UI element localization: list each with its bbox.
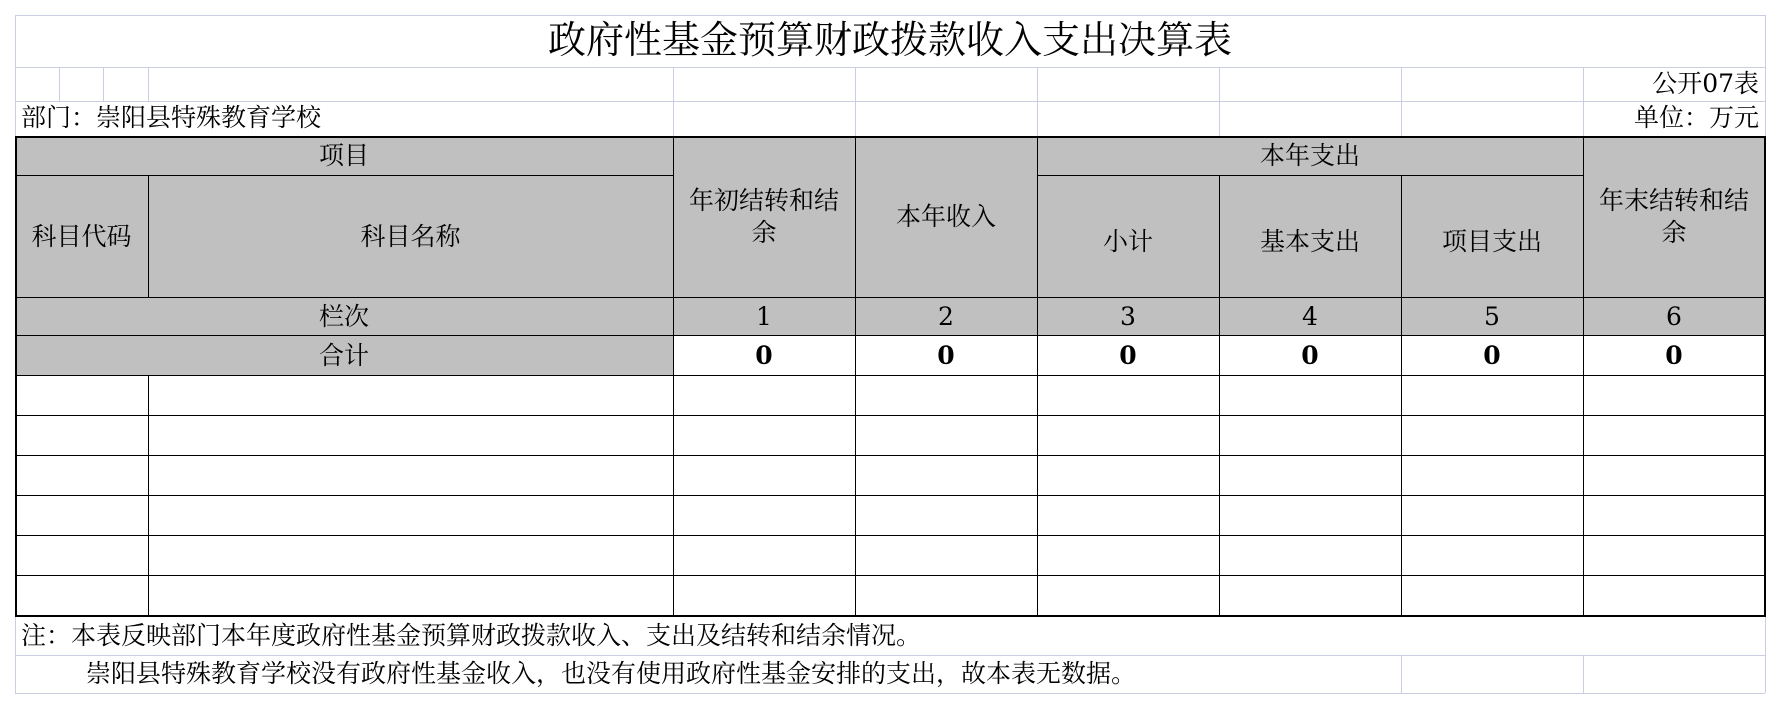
form-code: 公开07表 bbox=[1652, 68, 1759, 98]
total-value: 0 bbox=[755, 340, 773, 370]
table-border bbox=[148, 376, 149, 616]
table-border bbox=[1219, 176, 1220, 617]
table-border bbox=[15, 455, 1766, 456]
table-border bbox=[148, 176, 149, 298]
table-border bbox=[15, 575, 1766, 576]
table-border bbox=[1401, 176, 1402, 617]
header-carryover-begin: 年初结转和结余 bbox=[673, 136, 855, 298]
table-border bbox=[15, 535, 1766, 536]
gridline bbox=[1037, 67, 1038, 136]
note-line-1: 注：本表反映部门本年度政府性基金预算财政拨款收入、支出及结转和结余情况。 bbox=[21, 620, 922, 650]
gridline bbox=[103, 67, 104, 101]
table-border bbox=[855, 136, 856, 617]
column-number: 3 bbox=[1037, 298, 1219, 336]
gridline bbox=[1401, 67, 1402, 136]
total-value: 0 bbox=[1665, 340, 1683, 370]
gridline bbox=[1583, 655, 1584, 693]
table-border bbox=[15, 136, 17, 617]
header-basic-expenditure: 基本支出 bbox=[1219, 176, 1401, 298]
column-number: 2 bbox=[855, 298, 1037, 336]
column-number: 4 bbox=[1219, 298, 1401, 336]
gridline bbox=[15, 67, 1765, 68]
gridline bbox=[148, 67, 149, 101]
header-subject-name: 科目名称 bbox=[148, 176, 673, 298]
table-border bbox=[1764, 136, 1766, 617]
table-border bbox=[15, 375, 1766, 376]
gridline bbox=[855, 67, 856, 136]
total-value: 0 bbox=[1483, 340, 1501, 370]
gridline bbox=[15, 693, 1765, 694]
header-income: 本年收入 bbox=[855, 136, 1037, 298]
column-number: 5 bbox=[1401, 298, 1583, 336]
table-border bbox=[15, 415, 1766, 416]
header-item: 项目 bbox=[15, 136, 673, 176]
header-expenditure: 本年支出 bbox=[1037, 136, 1583, 176]
table-border bbox=[1037, 175, 1583, 176]
department-label: 部门：崇阳县特殊教育学校 bbox=[21, 103, 322, 133]
gridline bbox=[59, 67, 60, 101]
header-carryover-end: 年末结转和结余 bbox=[1583, 136, 1765, 298]
total-value: 0 bbox=[1119, 340, 1137, 370]
table-border bbox=[15, 495, 1766, 496]
gridline bbox=[1401, 655, 1402, 693]
column-number: 6 bbox=[1583, 298, 1765, 336]
table-border bbox=[673, 136, 674, 617]
table-border bbox=[15, 175, 673, 176]
table-border bbox=[15, 335, 1766, 336]
table-border bbox=[15, 136, 1766, 138]
total-value: 0 bbox=[1301, 340, 1319, 370]
note-line-2: 崇阳县特殊教育学校没有政府性基金收入，也没有使用政府性基金安排的支出，故本表无数据。 bbox=[86, 658, 1137, 688]
unit-label: 单位：万元 bbox=[1633, 103, 1759, 133]
gridline bbox=[1219, 67, 1220, 136]
column-number-label: 栏次 bbox=[15, 298, 673, 336]
header-subject-code: 科目代码 bbox=[15, 176, 148, 298]
header-project-expenditure: 项目支出 bbox=[1401, 176, 1583, 298]
table-border bbox=[1037, 136, 1038, 617]
gridline bbox=[673, 67, 674, 136]
table-border bbox=[1583, 136, 1584, 617]
header-subtotal: 小计 bbox=[1037, 176, 1219, 298]
column-number: 1 bbox=[673, 298, 855, 336]
report-title: 政府性基金预算财政拨款收入支出决算表 bbox=[547, 18, 1232, 63]
total-label: 合计 bbox=[15, 336, 673, 376]
total-value: 0 bbox=[937, 340, 955, 370]
table-border bbox=[15, 297, 1766, 298]
